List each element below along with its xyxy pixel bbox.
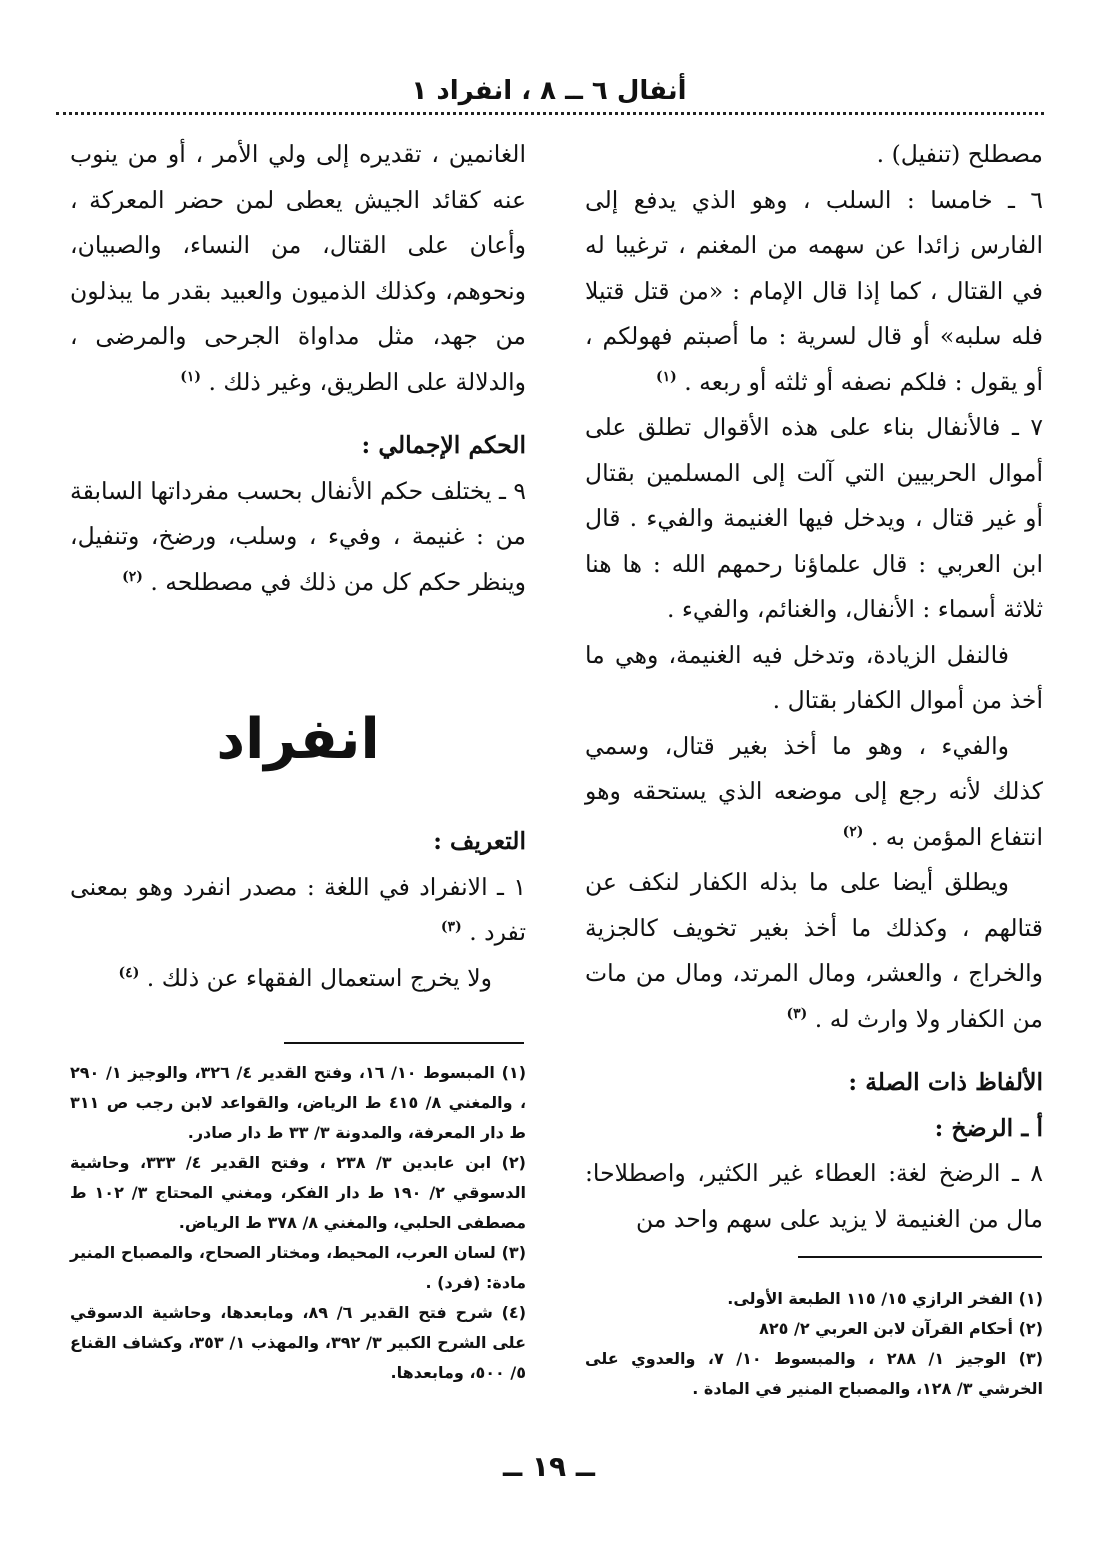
footnote-ref: (٣) (786, 1005, 808, 1022)
running-header: أنفال ٦ ــ ٨ ، انفراد ١ (411, 76, 687, 106)
right-paragraph-6: ويطلق أيضا على ما بذله الكفار لنكف عن قتالهم ، وكذلك ما أخذ بغير تخويف كالجزية والخراج ، والعشر، ومال المرتد، ومال من مات من الكفار ولا وارث له . $^{(٣)}$ (585, 868, 1043, 1033)
right-paragraph-3: ٧ ـ فالأنفال بناء على هذه الأقوال تطلق على أموال الحربيين التي آلت إلى المسلمين بقتال أو غير قتال ، ويدخل فيها الغنيمة والفيء . قال ابن العربي : قال علماؤنا رحمهم الله : ها هنا ثلاثة أسماء : الأنفال، والغنائم، والفيء . (585, 413, 1043, 623)
subheading-radkh: أ ـ الرضخ : (934, 1113, 1043, 1142)
heading-definition: التعريف : (433, 827, 526, 855)
left-paragraph-4: ولا يخرج استعمال الفقهاء عن ذلك . $^{(٤)}$ (118, 963, 492, 992)
footnote-item: (٣) الوجيز ١/ ٢٨٨ ، والمبسوط ١٠/ ٧، والعدوي على الخرشي ٣/ ١٢٨، والمصباح المنير في المادة . (585, 1349, 1044, 1398)
footnote-item: (١) الفخر الرازي ١٥/ ١١٥ الطبعة الأولى. (727, 1289, 1043, 1308)
left-column (70, 132, 526, 1001)
footnote-item: (٢) ابن عابدين ٣/ ٢٣٨ ، وفتح القدير ٤/ ٣٣٣، وحاشية الدسوقي ٢/ ١٩٠ ط دار الفكر، ومغني المحتاج ٣/ ١٠٢ ط مصطفى الحلبي، والمغني ٨/ ٣٧٨ ط الرياض. (70, 1153, 527, 1232)
footnote-item: (٢) أحكام القرآن لابن العربي ٢/ ٨٢٥ (759, 1319, 1043, 1338)
right-paragraph-4: فالنفل الزيادة، وتدخل فيه الغنيمة، وهي ما أخذ من أموال الكفار بقتال . (585, 640, 1043, 714)
footnote-item: (١) المبسوط ١٠/ ١٦، وفتح القدير ٤/ ٣٢٦، والوجيز ١/ ٢٩٠ ، والمغني ٨/ ٤١٥ ط الرياض، والقواعد لابن رجب ص ٣١١ ط دار المعرفة، والمدونة ٣/ ٣٣ ط دار صادر. (70, 1063, 527, 1142)
right-footnote-rule (798, 1256, 1042, 1258)
footnote-ref: (٢) (122, 568, 143, 585)
left-paragraph-1: الغانمين ، تقديره إلى ولي الأمر ، أو من ينوب عنه كقائد الجيش يعطى لمن حضر المعركة ، وأعان على القتال، من النساء، والصبيان، ونحوهم، وكذلك الذميون والعبيد بقدر ما يبذلون من جهد، مثل مداواة الجرحى والمرضى ، والدلالة على الطريق، وغير ذلك . $^{(١)}$ (70, 140, 526, 396)
footnote-ref: (١) (180, 368, 201, 385)
footnote-ref: (١) (655, 368, 677, 385)
footnote-item: (٤) شرح فتح القدير ٦/ ٨٩، ومابعدها، وحاشية الدسوقي على الشرح الكبير ٣/ ٣٩٢، والمهذب ١/ ٣٥٣، وكشاف القناع ٥/ ٥٠٠، ومابعدها. (70, 1303, 527, 1382)
header-dotted-rule (56, 112, 1044, 115)
heading-general-ruling: الحكم الإجمالي : (361, 431, 526, 459)
page-number: ــ ١٩ ــ (503, 1450, 595, 1483)
right-paragraph-2: ٦ ـ خامسا : السلب ، وهو الذي يدفع إلى الفارس زائدا عن سهمه من المغنم ، ترغيبا له في القتال ، كما إذا قال الإمام : «من قتل قتيلا فله سلبه» أو قال لسرية : ما أصبتم فهولكم ، أو يقول : فلكم نصفه أو ثلثه أو ربعه . $^{(١)}$ (585, 185, 1043, 396)
left-paragraph-2: ٩ ـ يختلف حكم الأنفال بحسب مفرداتها السابقة من : غنيمة ، وفيء ، وسلب، ورضخ، وتنفيل، وينظر حكم كل من ذلك في مصطلحه . $^{(٢)}$ (69, 476, 526, 596)
right-footnotes (585, 1284, 1043, 1404)
footnote-item: (٣) لسان العرب، المحيط، ومختار الصحاح، والمصباح المنير مادة: (فرد) . (70, 1243, 526, 1292)
left-footnotes (70, 1058, 526, 1388)
right-paragraph-7: ٨ ـ الرضخ لغة: العطاء غير الكثير، واصطلاحا: مال من الغنيمة لا يزيد على سهم واحد من (585, 1159, 1043, 1233)
footnote-ref: (٤) (118, 964, 140, 981)
left-paragraph-3: ١ ـ الانفراد في اللغة : مصدر انفرد وهو بمعنى تفرد . $^{(٣)}$ (70, 872, 526, 946)
right-column (585, 132, 1043, 1242)
footnote-ref: (٢) (842, 823, 864, 840)
footnote-ref: (٣) (440, 919, 462, 936)
entry-title: انفراد (216, 707, 380, 772)
left-footnote-rule (284, 1042, 524, 1044)
right-paragraph-1: مصطلح (تنفيل) . (876, 140, 1043, 168)
right-paragraph-5: والفيء ، وهو ما أخذ بغير قتال، وسمي كذلك لأنه رجع إلى موضعه الذي يستحقه وهو انتفاع المؤمن به . $^{(٢)}$ (585, 731, 1043, 851)
heading-related-terms: الألفاظ ذات الصلة : (848, 1068, 1043, 1096)
